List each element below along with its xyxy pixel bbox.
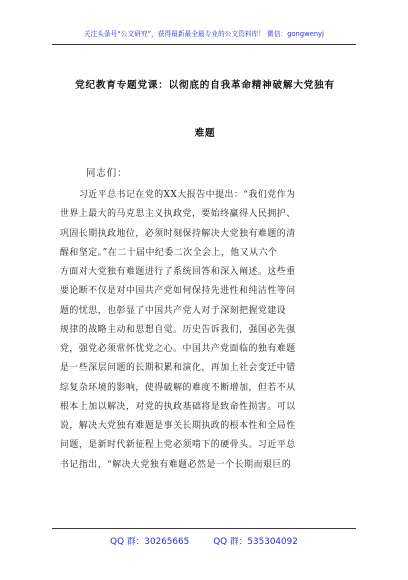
body-line: 根本上加以解决，对党的执政基础将是致命性损害。可以: [60, 401, 296, 412]
body-line: 世界上最大的马克思主义执政党，要始终赢得人民拥护、: [60, 209, 296, 220]
body-line: 方面对大党独有难题进行了系统回答和深入阐述。这些重: [60, 267, 296, 277]
salutation: 同志们：: [86, 168, 128, 179]
body-line: 书记指出，“解决大党独有难题必然是一个长期而艰巨的: [60, 459, 292, 470]
footer-qq-group-1: QQ 群：30265665: [110, 537, 190, 547]
body-line: 巩固长期执政地位，必须时刻保持解决大党独有难题的清: [60, 228, 296, 239]
body-line: 说，解决大党独有难题是事关长期执政的根本性和全局性: [60, 421, 296, 431]
body-line: 习近平总书记在党的XX大报告中提出：“我们党作为: [60, 190, 296, 200]
header-banner: 关注头条号“公文研究”，获得最新最全最专业的公文资料库！ 微信：gongwenyj: [83, 30, 325, 38]
header-divider: [52, 44, 356, 45]
body-paragraph: [60, 186, 350, 506]
footer: [52, 534, 356, 547]
body-line: 党，强党必须常怀忧党之心。中国共产党面临的独有难题: [60, 344, 296, 354]
body-line: 醒和坚定。”在二十届中纪委二次全会上，他又从六个: [60, 247, 278, 258]
body-line: 问题，是新时代新征程上党必须啃下的硬骨头。习近平总: [60, 440, 296, 451]
document-title-line-2: 难题: [194, 128, 216, 139]
footer-qq-group-2: QQ 群：535304092: [213, 537, 298, 547]
body-line: 是一些深层问题的长期积累和演化，再加上社会变迁中错: [60, 363, 296, 374]
body-line: 要论断不仅是对中国共产党如何保持先进性和纯洁性等问: [60, 286, 296, 297]
body-line: 规律的战略主动和思想自觉。历史告诉我们，强国必先强: [60, 324, 296, 335]
footer-divider: [52, 528, 356, 529]
document-title-line-1: 党纪教育专题党课：以彻底的自我革命精神破解大党独有: [75, 80, 335, 91]
body-line: 综复杂环境的影响，使得破解的难度不断增加，但若不从: [60, 382, 296, 393]
body-line: 题的忧思，也彰显了中国共产党人对于深刻把握党建设: [60, 305, 287, 316]
